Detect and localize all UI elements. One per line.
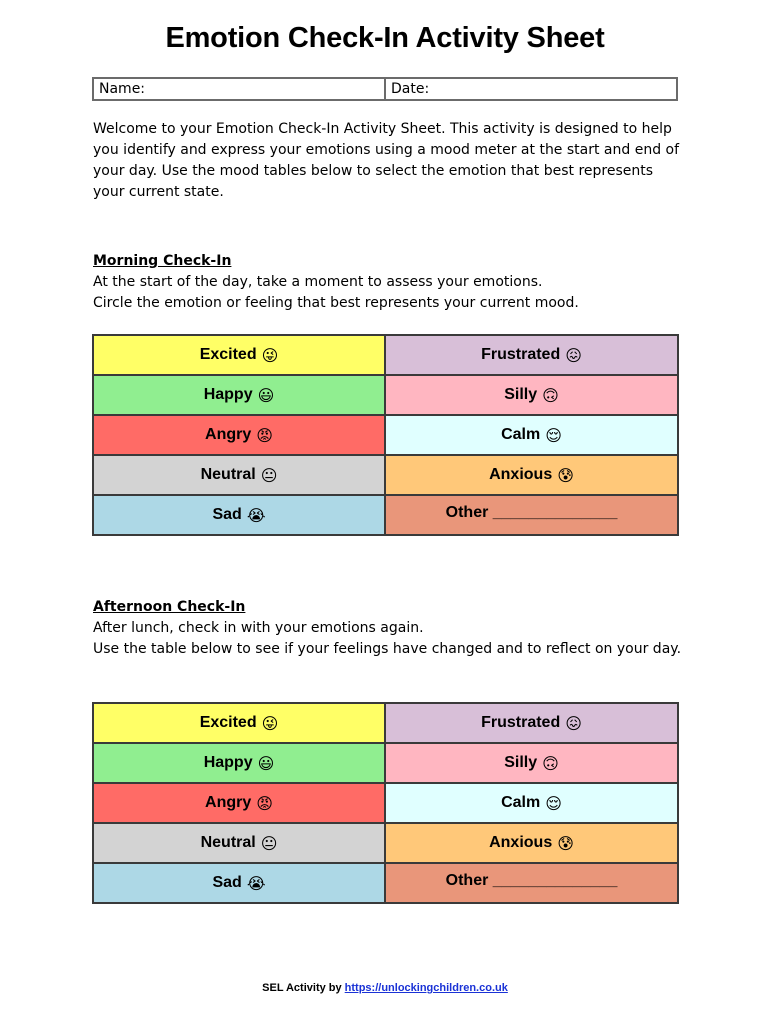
confounded-face-icon: 😖 bbox=[565, 345, 582, 365]
grinning-face-icon: 😃 bbox=[257, 385, 275, 405]
afternoon-mood-table bbox=[92, 702, 679, 904]
anxious-face-icon: 😰 bbox=[557, 833, 574, 853]
angry-face-icon: 😡 bbox=[256, 425, 273, 445]
mood-happy[interactable] bbox=[93, 743, 385, 783]
mood-label: Excited bbox=[199, 714, 257, 731]
mood-anxious[interactable] bbox=[385, 823, 678, 863]
intro-paragraph: Welcome to your Emotion Check-In Activity Sheet. This activity is designed to help you identify and express your emotions using a mood meter at the start and end of your day. Use the mood tables below to select the emotion that best represents your current state. bbox=[93, 121, 680, 200]
neutral-face-icon: 😐 bbox=[260, 465, 278, 485]
mood-calm[interactable] bbox=[385, 783, 678, 823]
mood-label: Calm bbox=[501, 794, 541, 811]
confounded-face-icon: 😖 bbox=[565, 713, 582, 733]
afternoon-section bbox=[93, 597, 683, 660]
mood-angry[interactable] bbox=[93, 415, 385, 455]
upside-down-face-icon: 🙃 bbox=[542, 753, 559, 773]
neutral-face-icon: 😐 bbox=[260, 833, 278, 853]
morning-mood-table bbox=[92, 334, 679, 536]
mood-neutral[interactable] bbox=[93, 455, 385, 495]
mood-excited[interactable] bbox=[93, 335, 385, 375]
angry-face-icon: 😡 bbox=[256, 793, 273, 813]
mood-calm[interactable] bbox=[385, 415, 678, 455]
mood-label: Calm bbox=[501, 426, 541, 443]
mood-silly[interactable] bbox=[385, 375, 678, 415]
date-label: Date: bbox=[391, 81, 430, 97]
mood-sad[interactable] bbox=[93, 863, 385, 903]
mood-angry[interactable] bbox=[93, 783, 385, 823]
crying-face-icon: 😭 bbox=[246, 505, 266, 525]
mood-silly[interactable] bbox=[385, 743, 678, 783]
mood-excited[interactable] bbox=[93, 703, 385, 743]
footer-prefix: SEL Activity by bbox=[262, 982, 345, 994]
mood-other[interactable] bbox=[385, 495, 678, 535]
footer-credit bbox=[0, 982, 770, 994]
mood-label: Happy bbox=[203, 754, 253, 771]
mood-happy[interactable] bbox=[93, 375, 385, 415]
mood-label: Other ______________ bbox=[445, 504, 618, 521]
mood-label: Silly bbox=[504, 754, 538, 771]
afternoon-instruction-2: Use the table below to see if your feelings have changed and to reflect on your day. bbox=[93, 641, 682, 657]
page-title: Emotion Check-In Activity Sheet bbox=[165, 22, 605, 54]
mood-label: Neutral bbox=[200, 466, 256, 483]
mood-label: Sad bbox=[212, 506, 242, 523]
crying-face-icon: 😭 bbox=[246, 873, 266, 893]
afternoon-heading: Afternoon Check-In bbox=[93, 599, 246, 615]
morning-instruction-2: Circle the emotion or feeling that best represents your current mood. bbox=[93, 295, 579, 311]
afternoon-instruction-1: After lunch, check in with your emotions again. bbox=[93, 620, 424, 636]
morning-instruction-1: At the start of the day, take a moment to assess your emotions. bbox=[93, 274, 543, 290]
mood-anxious[interactable] bbox=[385, 455, 678, 495]
mood-sad[interactable] bbox=[93, 495, 385, 535]
mood-frustrated[interactable] bbox=[385, 703, 678, 743]
mood-frustrated[interactable] bbox=[385, 335, 678, 375]
winking-tongue-face-icon: 😜 bbox=[261, 345, 279, 365]
mood-label: Silly bbox=[504, 386, 538, 403]
mood-label: Other ______________ bbox=[445, 872, 618, 889]
mood-label: Sad bbox=[212, 874, 242, 891]
relieved-face-icon: 😌 bbox=[545, 793, 562, 813]
morning-heading: Morning Check-In bbox=[93, 253, 232, 269]
mood-label: Excited bbox=[199, 346, 257, 363]
mood-label: Anxious bbox=[489, 834, 553, 851]
mood-label: Frustrated bbox=[481, 714, 561, 731]
morning-section bbox=[93, 251, 683, 314]
upside-down-face-icon: 🙃 bbox=[542, 385, 559, 405]
date-field[interactable] bbox=[386, 79, 676, 99]
mood-label: Happy bbox=[203, 386, 253, 403]
mood-label: Neutral bbox=[200, 834, 256, 851]
grinning-face-icon: 😃 bbox=[257, 753, 275, 773]
anxious-face-icon: 😰 bbox=[557, 465, 574, 485]
name-field[interactable] bbox=[94, 79, 386, 99]
name-date-box bbox=[92, 77, 678, 101]
winking-tongue-face-icon: 😜 bbox=[261, 713, 279, 733]
mood-label: Angry bbox=[205, 794, 252, 811]
mood-neutral[interactable] bbox=[93, 823, 385, 863]
mood-label: Anxious bbox=[489, 466, 553, 483]
mood-other[interactable] bbox=[385, 863, 678, 903]
name-label: Name: bbox=[99, 81, 146, 97]
mood-label: Angry bbox=[205, 426, 252, 443]
mood-label: Frustrated bbox=[481, 346, 561, 363]
relieved-face-icon: 😌 bbox=[545, 425, 562, 445]
footer-link[interactable]: https://unlockingchildren.co.uk bbox=[344, 982, 508, 994]
